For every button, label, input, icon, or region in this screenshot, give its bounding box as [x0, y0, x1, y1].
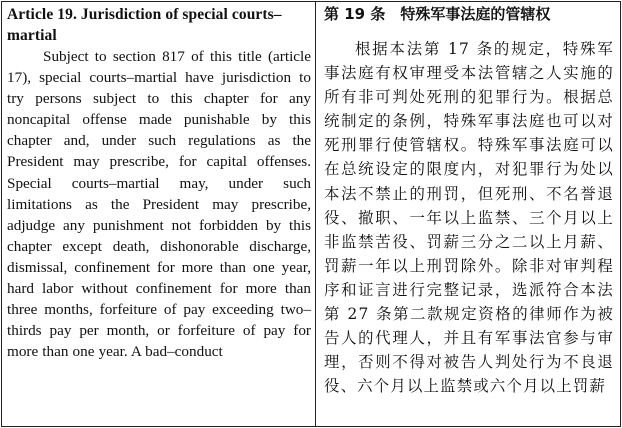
english-column: [2, 2, 316, 426]
chinese-column: [316, 2, 620, 426]
english-article-body: Subject to section 817 of this title (article 17), special courts–martial have jurisdiction to try persons subject to this chapter for any noncapital offense made punishable by this chapter and, under such regulations as the President may prescribe, for capital offenses. Special courts–martial may, under such limitations as the President may prescribe, adjudge any punishment not forbidden by this chapter except death, dishonorable discharge, dismissal, confinement for more than one year, hard labor without confinement for more than three months, forfeiture of pay exceeding two–thirds pay per month, or forfeiture of pay for more than one year. A bad–conduct: [7, 48, 311, 361]
chinese-article-title: 第 19 条 特殊军事法庭的管辖权: [324, 5, 551, 23]
english-article-title: Article 19. Jurisdiction of special courts–martial: [7, 6, 282, 44]
chinese-article-body: 根据本法第 17 条的规定，特殊军事法庭有权审理受本法管辖之人实施的所有非可判处死刑的犯罪行为。根据总统制定的条例，特殊军事法庭也可以对死刑罪行使管辖权。特殊军事法庭可以在总统设定的限度内，对犯罪行为处以本法不禁止的刑罚，但死刑、不名誉退役、撤职、一年以上监禁、三个月以上非监禁苦役、罚薪三分之二以上月薪、罚薪一年以上刑罚除外。除非对审判程序和证言进行完整记录，选派符合本法第 27 条第二款规定资格的律师作为被告人的代理人，并且有军事法官参与审理，否则不得对被告人判处行为不良退役、六个月以上监禁或六个月以上罚薪: [324, 40, 614, 396]
bilingual-table: [1, 1, 621, 427]
